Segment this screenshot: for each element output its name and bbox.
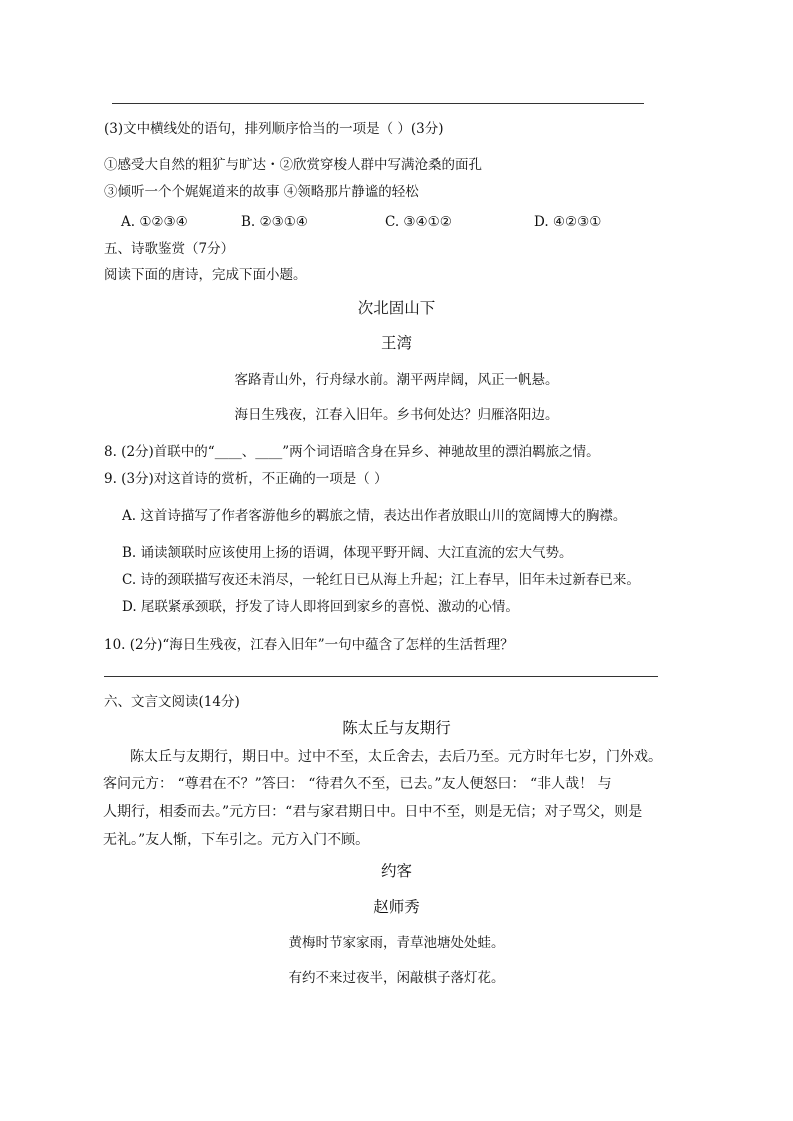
question-9: 9. (3分)对这首诗的赏析，不正确的一项是（ ） [104, 471, 388, 487]
poem2-line-2: 有约不来过夜半，闲敲棋子落灯花。 [288, 970, 505, 986]
q9-option-b: B. 诵读颔联时应该使用上扬的语调，体现平野开阔、大江直流的宏大气势。 [122, 545, 573, 561]
q3-items-line1: ①感受大自然的粗犷与旷达・②欣赏穿梭人群中写满沧桑的面孔 [104, 157, 482, 173]
q9-option-c: C. 诗的颈联描写夜还未消尽，一轮红日已从海上升起；江上春早，旧年未过新春已来。 [122, 572, 640, 588]
q9-option-a: A. 这首诗描写了作者客游他乡的羁旅之情，表达出作者放眼山川的宽阔博大的胸襟。 [122, 508, 627, 524]
poem2-author: 赵师秀 [373, 898, 420, 916]
question-8: 8. (2分)首联中的“____、____”两个词语暗含身在异乡、神驰故里的漂泊羁旅之情。 [104, 444, 600, 460]
classical-text-line-4: 无礼。”友人惭，下车引之。元方入门不顾。 [103, 832, 370, 848]
classical-text-line-2: 客问元方： “尊君在不？”答曰： “待君久不至，已去。”友人便怒曰： “非人哉！ 与 [103, 776, 612, 792]
top-divider [112, 103, 644, 104]
section5-instruction: 阅读下面的唐诗，完成下面小题。 [104, 267, 307, 283]
poem-line-1: 客路青山外，行舟绿水前。潮平两岸阔，风正一帆悬。 [234, 372, 559, 388]
answer-line-q10 [104, 676, 658, 677]
q9-option-d: D. 尾联紧承颈联，抒发了诗人即将回到家乡的喜悦、激动的心情。 [122, 599, 519, 615]
q3-option-a: A. ①②③④ [121, 214, 188, 230]
classical-text-title: 陈太丘与友期行 [342, 719, 451, 737]
poem-author: 王湾 [380, 334, 412, 352]
poem2-title: 约客 [380, 862, 412, 880]
poem-line-2: 海日生残夜，江春入旧年。乡书何处达？归雁洛阳边。 [234, 407, 559, 423]
section6-heading: 六、文言文阅读(14分) [104, 694, 240, 710]
q3-question: (3)文中横线处的语句，排列顺序恰当的一项是（ ）(3分) [104, 121, 444, 137]
q3-option-c: C. ③④①② [385, 214, 452, 230]
q3-option-d: D. ④②③① [534, 214, 602, 230]
poem-title: 次北固山下 [357, 299, 436, 317]
question-10: 10. (2分)“海日生残夜，江春入旧年”一句中蕴含了怎样的生活哲理？ [104, 637, 514, 653]
classical-text-line-1: 陈太丘与友期行，期日中。过中不至，太丘舍去，去后乃至。元方时年七岁，门外戏。 [130, 749, 662, 765]
classical-text-line-3: 人期行，相委而去。”元方曰：“君与家君期日中。日中不至，则是无信；对子骂父，则是 [103, 804, 643, 820]
q3-items-line2: ③倾听一个个娓娓道来的故事 ④领略那片静谧的轻松 [104, 184, 419, 200]
section5-heading: 五、诗歌鉴赏（7分） [104, 241, 235, 257]
poem2-line-1: 黄梅时节家家雨，青草池塘处处蛙。 [288, 935, 505, 951]
q3-option-b: B. ②③①④ [241, 214, 308, 230]
